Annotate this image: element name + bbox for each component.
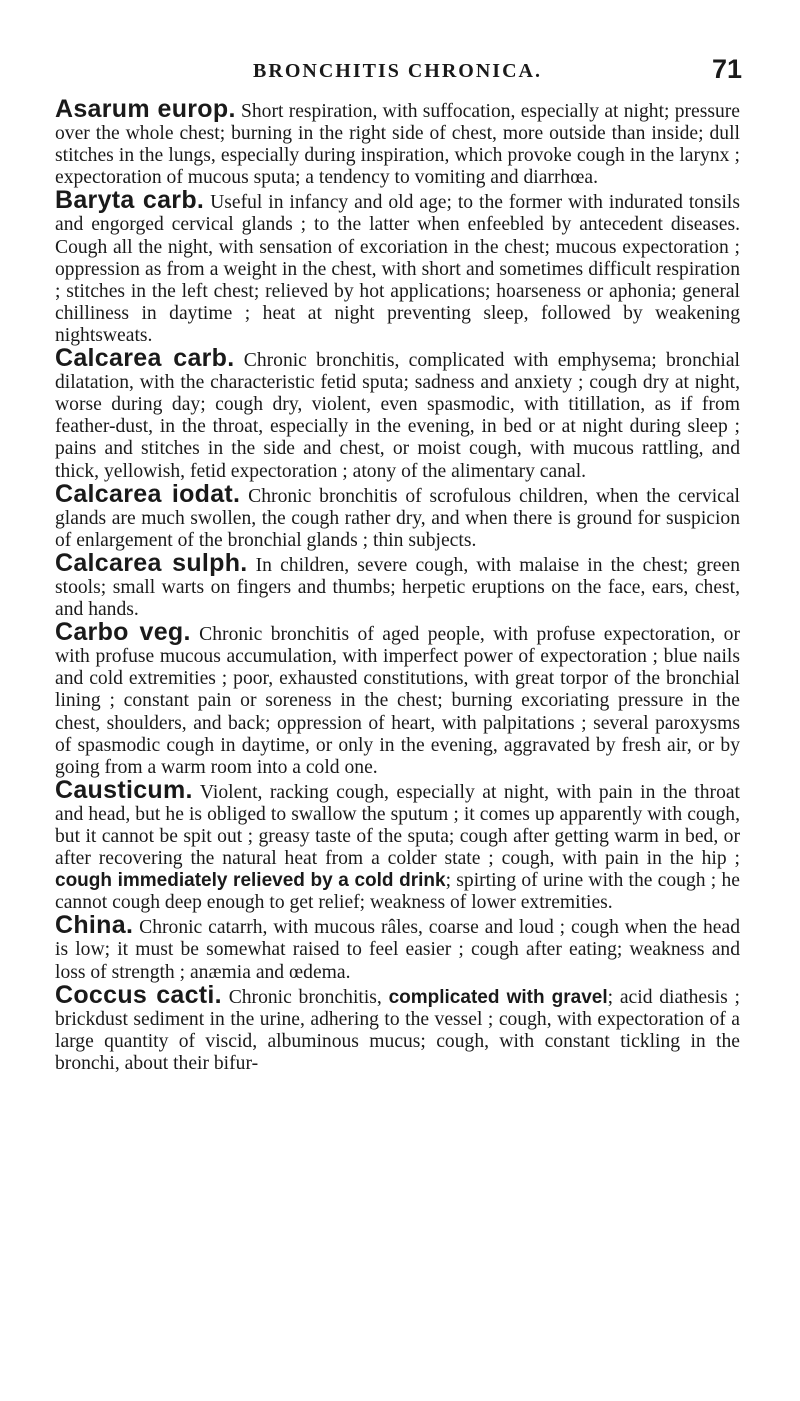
emphasized-phrase: complicated with gravel <box>388 986 608 1008</box>
remedy-description: Useful in infancy and old age; to the former with indurated tonsils and engorged cervical glands ; to the latter when enfeebled by antecedent diseases. Cough all the night, with sensation of excoriation in the chest; mucous expectoration ; oppression as from a weight in the chest, with short and sometimes difficult respiration ; stitches in the left chest; relieved by hot applications; hoarseness or aphonia; general chilliness in daytime ; heat at night preventing sleep, followed by weakening nightsweats. <box>55 192 740 346</box>
remedy-name: Baryta carb. <box>55 186 205 215</box>
remedy-entry-carbo-veg <box>55 618 740 779</box>
remedy-entry-calcarea-sulph <box>55 548 740 621</box>
page-number: 71 <box>711 54 742 84</box>
remedy-entry-china <box>55 911 740 983</box>
remedy-description: Chronic bronchitis of scrofulous children, when the cervical glands are much swollen, the cough rather dry, and when there is ground for suspicion of enlargement of the bronchial glands ; thin subjects. <box>55 485 741 551</box>
remedy-entry-calcarea-iodat <box>55 479 741 552</box>
remedy-description: Short respiration, with suffocation, especially at night; pressure over the whole chest; burning in the right side of chest, more outside than inside; dull stitches in the lungs, especially during inspiration, which provoke cough in the larynx ; expectoration of mucous sputa; a tendency to vomiting and diarrhœa. <box>55 101 741 189</box>
page-header <box>55 54 742 98</box>
remedy-name: Calcarea iodat. <box>55 479 241 508</box>
remedy-entry-coccus-cacti <box>55 980 740 1075</box>
remedy-name: Calcarea sulph. <box>55 548 248 577</box>
remedy-description-continued: ; acid diathesis ; brickdust sediment in the urine, adhering to the vessel ; cough, with expectoration of a large quantity of viscid, albuminous mucus; cough, with constant tickling in the bronchi, about their bifur- <box>55 986 740 1074</box>
remedy-name: China. <box>55 911 134 940</box>
remedy-description: Violent, racking cough, especially at night, with pain in the throat and head, but he is obliged to swallow the sputum ; it comes up apparently with cough, but it cannot be spit out ; greasy taste of the sputa; cough after getting warm in bed, or after recovering the natural heat from a colder state ; cough, with pain in the hip ; <box>55 781 741 870</box>
remedy-description: Chronic catarrh, with mucous râles, coarse and loud ; cough when the head is low; it must be somewhat raised to feel easier ; cough after eating; weakness and loss of strength ; anæmia and œdema. <box>55 917 740 983</box>
remedy-description: Chronic bronchitis, complicated with emphysema; bronchial dilatation, with the characteristic fetid sputa; sadness and anxiety ; cough dry at night, worse during day; cough dry, violent, even spasmodic, with titillation, as if from feather-dust, in the throat, especially in the evening, in bed or at night during sleep ; pains and stitches in the side and chest, or moist cough, with mucous rattling, and thick, yellowish, fetid expectoration ; atony of the alimentary canal. <box>55 350 740 482</box>
remedy-name: Causticum. <box>55 775 193 804</box>
remedy-description: Chronic bronchitis, <box>228 986 382 1008</box>
remedy-entry-asarum <box>55 95 741 189</box>
remedy-entry-causticum <box>55 775 741 915</box>
remedy-description-continued: ; spirting of urine with the cough ; he cannot cough deep enough to get relief; weakness of lower extremities. <box>55 870 740 914</box>
emphasized-phrase: cough immediately relieved by a cold drink <box>55 870 446 892</box>
remedy-description: In children, severe cough, with malaise in the chest; green stools; small warts on fingers and thumbs; herpetic eruptions on the face, ears, chest, and hands. <box>55 554 740 621</box>
remedy-name: Coccus cacti. <box>55 980 222 1009</box>
remedy-name: Carbo veg. <box>55 618 191 647</box>
remedy-entry-calcarea-carb <box>55 344 740 483</box>
remedy-entry-baryta <box>55 186 740 347</box>
remedy-description: Chronic bronchitis of aged people, with profuse expectoration, or with profuse mucous accumulation, with imperfect power of expectoration ; blue nails and cold extremities ; poor, exhausted constitutions, with great torpor of the bronchial lining ; constant pain or soreness in the chest; burning excoriating pressure in the chest, shoulders, and back; oppression of heart, with palpitations ; several paroxysms of spasmodic cough in daytime, or only in the evening, aggravated by fresh air, or by going from a warm room into a cold one. <box>55 624 740 778</box>
running-head: BRONCHITIS CHRONICA. <box>253 60 542 82</box>
page-body <box>55 95 741 1075</box>
remedy-name: Asarum europ. <box>55 95 236 123</box>
remedy-name: Calcarea carb. <box>55 344 235 373</box>
